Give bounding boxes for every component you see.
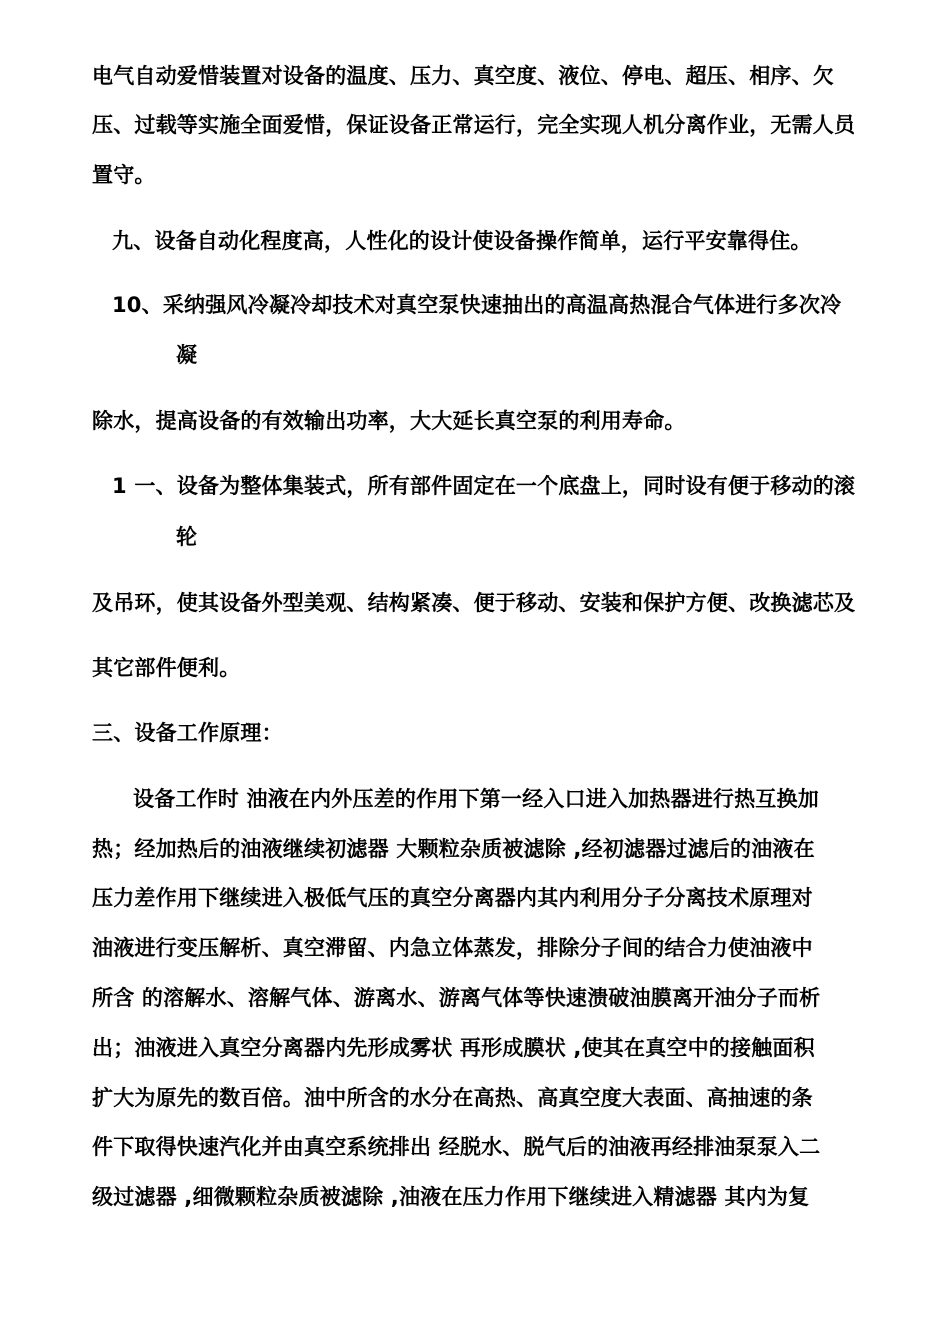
text-line: 压、过载等实施全面爱惜，保证设备正常运行，完全实现人机分离作业，无需人员 <box>92 113 856 137</box>
paragraph-line: 油液进行变压解析、真空滞留、内急立体蒸发，排除分子间的结合力使油液中 <box>92 936 813 960</box>
paragraph-line: 设备工作时 油液在内外压差的作用下第一经入口进入加热器进行热互换加 <box>133 787 819 811</box>
paragraph-line: 出；油液进入真空分离器内先形成雾状 再形成膜状 ,使其在真空中的接触面积 <box>92 1036 815 1060</box>
text-line: 及吊环，使其设备外型美观、结构紧凑、便于移动、安装和保护方便、改换滤芯及 <box>92 591 856 615</box>
text-line: 除水，提高设备的有效输出功率，大大延长真空泵的利用寿命。 <box>92 409 686 433</box>
section-heading: 三、设备工作原理： <box>92 721 283 745</box>
paragraph-line: 扩大为原先的数百倍。油中所含的水分在高热、高真空度大表面、高抽速的条 <box>92 1086 813 1110</box>
paragraph-line: 压力差作用下继续进入极低气压的真空分离器内其内利用分子分离技术原理对 <box>92 886 813 910</box>
text-line: 凝 <box>176 343 198 367</box>
text-line: 轮 <box>176 525 198 549</box>
text-line: 其它部件便利。 <box>92 656 241 680</box>
paragraph-line: 件下取得快速汽化并由真空系统排出 经脱水、脱气后的油液再经排油泵泵入二 <box>92 1135 821 1159</box>
paragraph-line: 级过滤器 ,细微颗粒杂质被滤除 ,油液在压力作用下继续进入精滤器 其内为复 <box>92 1185 810 1209</box>
text-line: 电气自动爱惜装置对设备的温度、压力、真空度、液位、停电、超压、相序、欠 <box>92 64 834 88</box>
paragraph-line: 热；经加热后的油液继续初滤器 大颗粒杂质被滤除 ,经初滤器过滤后的油液在 <box>92 837 815 861</box>
paragraph-line: 所含 的溶解水、溶解气体、游离水、游离气体等快速溃破油膜离开油分子而析 <box>92 986 821 1010</box>
list-item-heading: 1 一、设备为整体集装式，所有部件固定在一个底盘上，同时设有便于移动的滚 <box>112 474 856 498</box>
list-item-heading: 10、采纳强风冷凝冷却技术对真空泵快速抽出的高温高热混合气体进行多次冷 <box>112 293 842 317</box>
text-line: 置守。 <box>92 163 156 187</box>
list-item-heading: 九、设备自动化程度高，人性化的设计使设备操作简单，运行平安靠得住。 <box>112 229 812 253</box>
